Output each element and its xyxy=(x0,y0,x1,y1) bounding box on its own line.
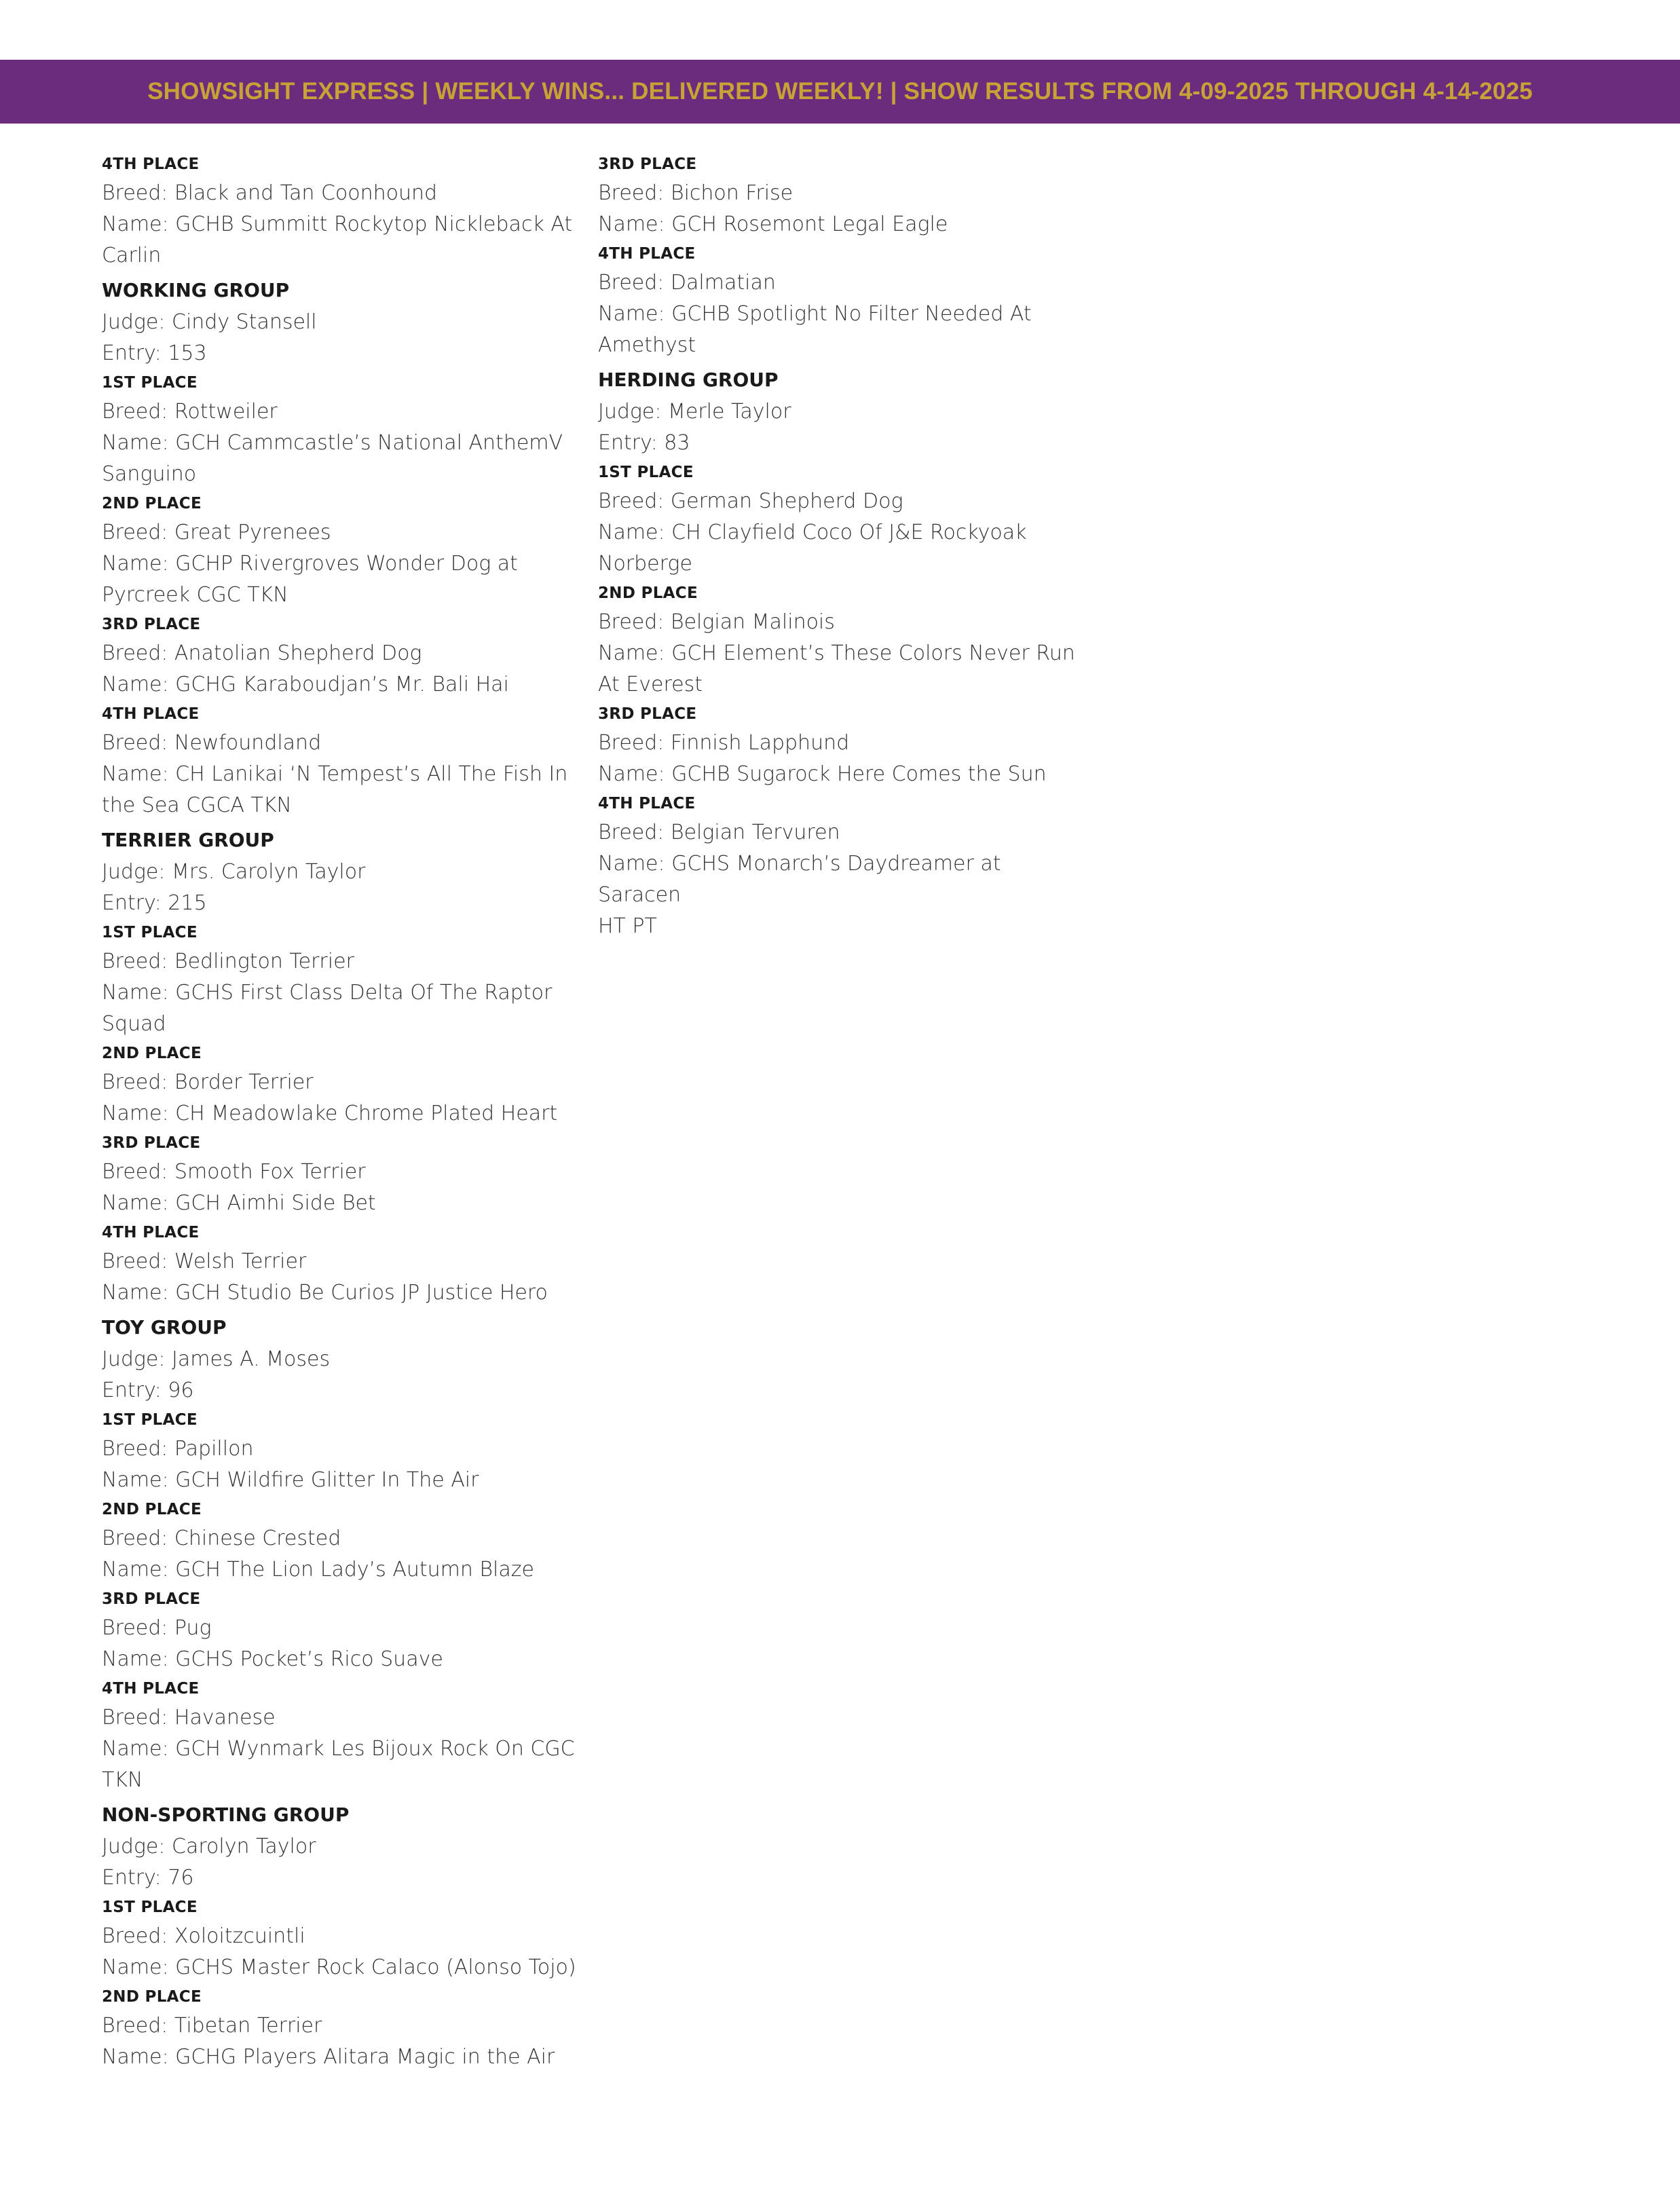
breed-line: Breed: Bedlington Terrier xyxy=(102,950,354,973)
judge-line: Judge: Merle Taylor xyxy=(598,400,791,424)
place-label: 1ST PLACE xyxy=(598,464,694,481)
place-label: 2ND PLACE xyxy=(598,584,698,602)
non-sporting-group-section xyxy=(102,1801,577,2073)
dog-name-line-cont: At Everest xyxy=(598,673,703,696)
breed-line: Breed: Chinese Crested xyxy=(102,1527,341,1550)
place-label: 1ST PLACE xyxy=(102,1898,198,1916)
working-group-section xyxy=(102,277,577,821)
place-label: 2ND PLACE xyxy=(102,1988,202,2006)
entry-line: Entry: 215 xyxy=(102,891,207,915)
breed-line: Breed: Papillon xyxy=(102,1437,254,1461)
group-title: WORKING GROUP xyxy=(102,279,290,301)
hound-group-continuation xyxy=(102,151,577,272)
group-title: TERRIER GROUP xyxy=(102,829,274,851)
place-label: 4TH PLACE xyxy=(102,155,200,173)
breed-line: Breed: Black and Tan Coonhound xyxy=(102,181,438,205)
breed-line: Breed: Smooth Fox Terrier xyxy=(102,1160,366,1184)
breed-line: Breed: Rottweiler xyxy=(102,400,278,424)
place-label: 2ND PLACE xyxy=(102,1045,202,1062)
dog-name-line: Name: GCH The Lion Lady’s Autumn Blaze xyxy=(102,1558,534,1582)
breed-line: Breed: Anatolian Shepherd Dog xyxy=(102,641,422,665)
place-label: 1ST PLACE xyxy=(102,374,198,392)
breed-line: Breed: Newfoundland xyxy=(102,731,322,755)
group-title: TOY GROUP xyxy=(102,1316,227,1339)
dog-name-line: Name: GCHG Karaboudjan’s Mr. Bali Hai xyxy=(102,673,509,696)
dog-name-line-cont: Carlin xyxy=(102,244,162,267)
breed-line: Breed: Border Terrier xyxy=(102,1070,314,1094)
place-label: 4TH PLACE xyxy=(102,1224,200,1241)
dog-name-line: Name: GCH Wildfire Glitter In The Air xyxy=(102,1468,479,1492)
judge-line: Judge: Carolyn Taylor xyxy=(102,1835,316,1858)
dog-name-line-cont: HT PT xyxy=(598,914,657,938)
dog-name-line-cont: Sanguino xyxy=(102,462,197,486)
breed-line: Breed: Tibetan Terrier xyxy=(102,2014,322,2038)
judge-line: Judge: Mrs. Carolyn Taylor xyxy=(102,860,366,884)
dog-name-line: Name: GCH Cammcastle’s National AnthemV xyxy=(102,431,563,455)
banner-title: SHOWSIGHT EXPRESS | WEEKLY WINS... DELIVERED WEEKLY! | SHOW RESULTS FROM 4-09-2025 THROUGH 4-14-2025 xyxy=(147,78,1533,105)
dog-name-line: Name: GCH Rosemont Legal Eagle xyxy=(598,212,948,236)
herding-group-section xyxy=(598,367,1087,942)
dog-name-line: Name: GCHS Master Rock Calaco (Alonso Tojo) xyxy=(102,1956,576,1979)
left-column xyxy=(102,151,577,2073)
place-label: 3RD PLACE xyxy=(102,1590,201,1608)
dog-name-line: Name: CH Clayfield Coco Of J&E Rockyoak xyxy=(598,521,1027,544)
breed-line: Breed: Great Pyrenees xyxy=(102,521,331,544)
judge-line: Judge: Cindy Stansell xyxy=(102,310,317,334)
right-column xyxy=(598,151,1087,942)
dog-name-line-cont: Amethyst xyxy=(598,333,696,357)
entry-line: Entry: 153 xyxy=(102,341,207,365)
dog-name-line-cont: the Sea CGCA TKN xyxy=(102,793,292,817)
breed-line: Breed: Welsh Terrier xyxy=(102,1250,307,1273)
entry-line: Entry: 96 xyxy=(102,1379,194,1402)
dog-name-line: Name: GCHS Monarch’s Daydreamer at Saracen xyxy=(598,852,1001,907)
non-sporting-group-continuation xyxy=(598,151,1087,361)
place-label: 4TH PLACE xyxy=(598,795,696,812)
place-label: 3RD PLACE xyxy=(102,1134,201,1152)
dog-name-line-cont: TKN xyxy=(102,1768,143,1792)
dog-name-line: Name: GCHB Spotlight No Filter Needed At xyxy=(598,302,1032,326)
breed-line: Breed: Dalmatian xyxy=(598,271,776,295)
judge-line: Judge: James A. Moses xyxy=(102,1347,331,1371)
breed-line: Breed: Havanese xyxy=(102,1706,276,1729)
dog-name-line: Name: GCH Wynmark Les Bijoux Rock On CGC xyxy=(102,1737,575,1761)
dog-name-line: Name: GCHP Rivergroves Wonder Dog at xyxy=(102,552,518,576)
dog-name-line: Name: GCHS Pocket’s Rico Suave xyxy=(102,1647,443,1671)
dog-name-line: Name: GCH Element’s These Colors Never Run xyxy=(598,641,1075,665)
place-label: 4TH PLACE xyxy=(102,705,200,723)
place-label: 2ND PLACE xyxy=(102,495,202,512)
breed-line: Breed: Belgian Tervuren xyxy=(598,821,840,844)
dog-name-line: Name: GCHB Summitt Rockytop Nickleback At xyxy=(102,212,573,236)
dog-name-line: Name: GCHS First Class Delta Of The Raptor xyxy=(102,981,553,1005)
place-label: 4TH PLACE xyxy=(102,1680,200,1698)
breed-line: Breed: German Shepherd Dog xyxy=(598,489,903,513)
place-label: 1ST PLACE xyxy=(102,1411,198,1429)
place-label: 1ST PLACE xyxy=(102,924,198,941)
dog-name-line: Name: CH Meadowlake Chrome Plated Heart xyxy=(102,1102,558,1125)
header-banner xyxy=(0,60,1680,124)
toy-group-section xyxy=(102,1314,577,1796)
place-label: 3RD PLACE xyxy=(598,155,697,173)
breed-line: Breed: Finnish Lapphund xyxy=(598,731,850,755)
dog-name-line: Name: GCH Studio Be Curios JP Justice Hero xyxy=(102,1281,548,1305)
breed-line: Breed: Xoloitzcuintli xyxy=(102,1924,305,1948)
dog-name-line: Name: GCHG Players Alitara Magic in the Air xyxy=(102,2045,555,2069)
group-title: HERDING GROUP xyxy=(598,369,779,391)
group-title: NON-SPORTING GROUP xyxy=(102,1803,350,1826)
place-label: 3RD PLACE xyxy=(102,616,201,633)
place-label: 3RD PLACE xyxy=(598,705,697,723)
breed-line: Breed: Bichon Frise xyxy=(598,181,794,205)
place-label: 2ND PLACE xyxy=(102,1501,202,1518)
breed-line: Breed: Belgian Malinois xyxy=(598,610,835,634)
place-label: 4TH PLACE xyxy=(598,245,696,263)
dog-name-line-cont: Squad xyxy=(102,1012,166,1036)
breed-line: Breed: Pug xyxy=(102,1616,212,1640)
entry-line: Entry: 76 xyxy=(102,1866,194,1890)
dog-name-line: Name: GCH Aimhi Side Bet xyxy=(102,1191,376,1215)
entry-line: Entry: 83 xyxy=(598,431,690,455)
dog-name-line: Name: CH Lanikai ‘N Tempest’s All The Fish In xyxy=(102,762,568,786)
terrier-group-section xyxy=(102,827,577,1309)
dog-name-line: Name: GCHB Sugarock Here Comes the Sun xyxy=(598,762,1047,786)
dog-name-line-cont: Pyrcreek CGC TKN xyxy=(102,583,288,607)
dog-name-line-cont: Norberge xyxy=(598,552,692,576)
